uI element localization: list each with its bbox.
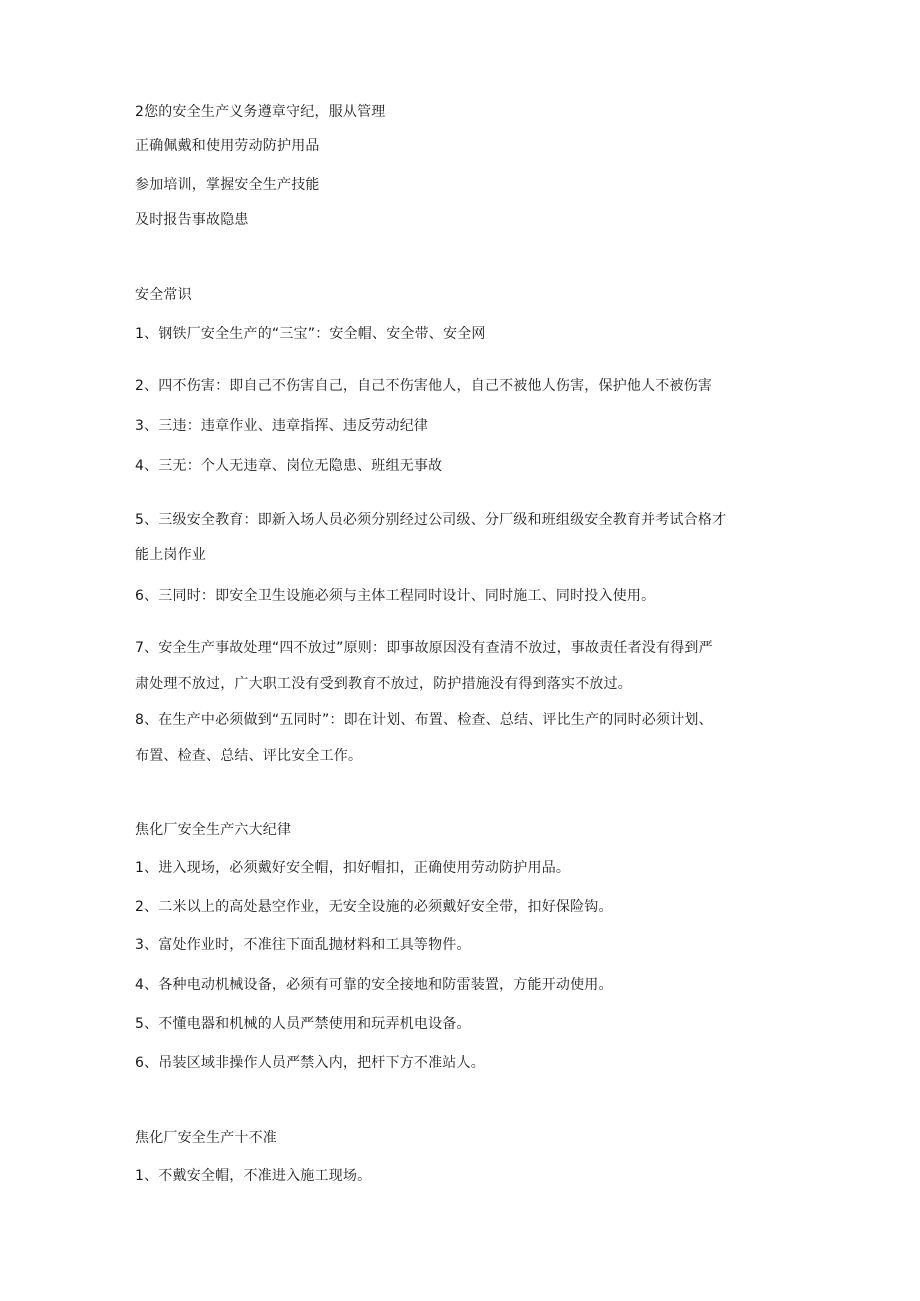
section-heading-safety-common-sense: 安全常识: [135, 287, 192, 303]
list-item: 4、三无：个人无违章、岗位无隐患、班组无事故: [135, 458, 443, 474]
section-heading-six-rules: 焦化厂安全生产六大纪律: [135, 822, 292, 838]
intro-item: 及时报告事故隐患: [135, 212, 249, 228]
list-item: 4、各种电动机械设备，必须有可靠的安全接地和防雷装置，方能开动使用。: [135, 977, 613, 993]
list-item: 6、三同时：即安全卫生设施必须与主体工程同时设计、同时施工、同时投入使用。: [135, 588, 656, 604]
list-item: 1、不戴安全帽，不准进入施工现场。: [135, 1168, 372, 1184]
intro-item: 正确佩戴和使用劳动防护用品: [135, 138, 320, 154]
list-item: 5、不懂电器和机械的人员严禁使用和玩弄机电设备。: [135, 1016, 471, 1032]
list-item: 5、三级安全教育：即新入场人员必须分别经过公司级、分厂级和班组级安全教育并考试合格才: [135, 512, 727, 528]
list-item: 2、四不伤害：即自己不伤害自己，自己不伤害他人，自己不被他人伤害，保护他人不被伤害: [135, 378, 713, 394]
section-heading-ten-prohibitions: 焦化厂安全生产十不准: [135, 1130, 277, 1146]
list-item-continuation: 布置、检查、总结、评比安全工作。: [135, 748, 363, 764]
intro-item: 参加培训，掌握安全生产技能: [135, 177, 320, 193]
list-item: 1、进入现场，必须戴好安全帽，扣好帽扣，正确使用劳动防护用品。: [135, 860, 571, 876]
list-item: 1、钢铁厂安全生产的“三宝”：安全帽、安全带、安全网: [135, 326, 486, 342]
list-item-continuation: 能上岗作业: [135, 547, 206, 563]
list-item: 3、富处作业时，不准往下面乱抛材料和工具等物件。: [135, 937, 471, 953]
list-item-continuation: 肃处理不放过，广大职工没有受到教育不放过，防护措施没有得到落实不放过。: [135, 676, 632, 692]
intro-title: 2您的安全生产义务遵章守纪，服从管理: [135, 104, 386, 120]
list-item: 7、安全生产事故处理“四不放过”原则：即事故原因没有查清不放过，事故责任者没有得到严: [135, 640, 713, 656]
list-item: 6、吊装区域非操作人员严禁入内，把杆下方不准站人。: [135, 1055, 485, 1071]
list-item: 3、三违：违章作业、违章指挥、违反劳动纪律: [135, 418, 429, 434]
list-item: 8、在生产中必须做到“五同时”：即在计划、布置、检查、总结、评比生产的同时必须计划、: [135, 712, 713, 728]
list-item: 2、二米以上的高处悬空作业，无安全设施的必须戴好安全带，扣好保险钩。: [135, 899, 613, 915]
